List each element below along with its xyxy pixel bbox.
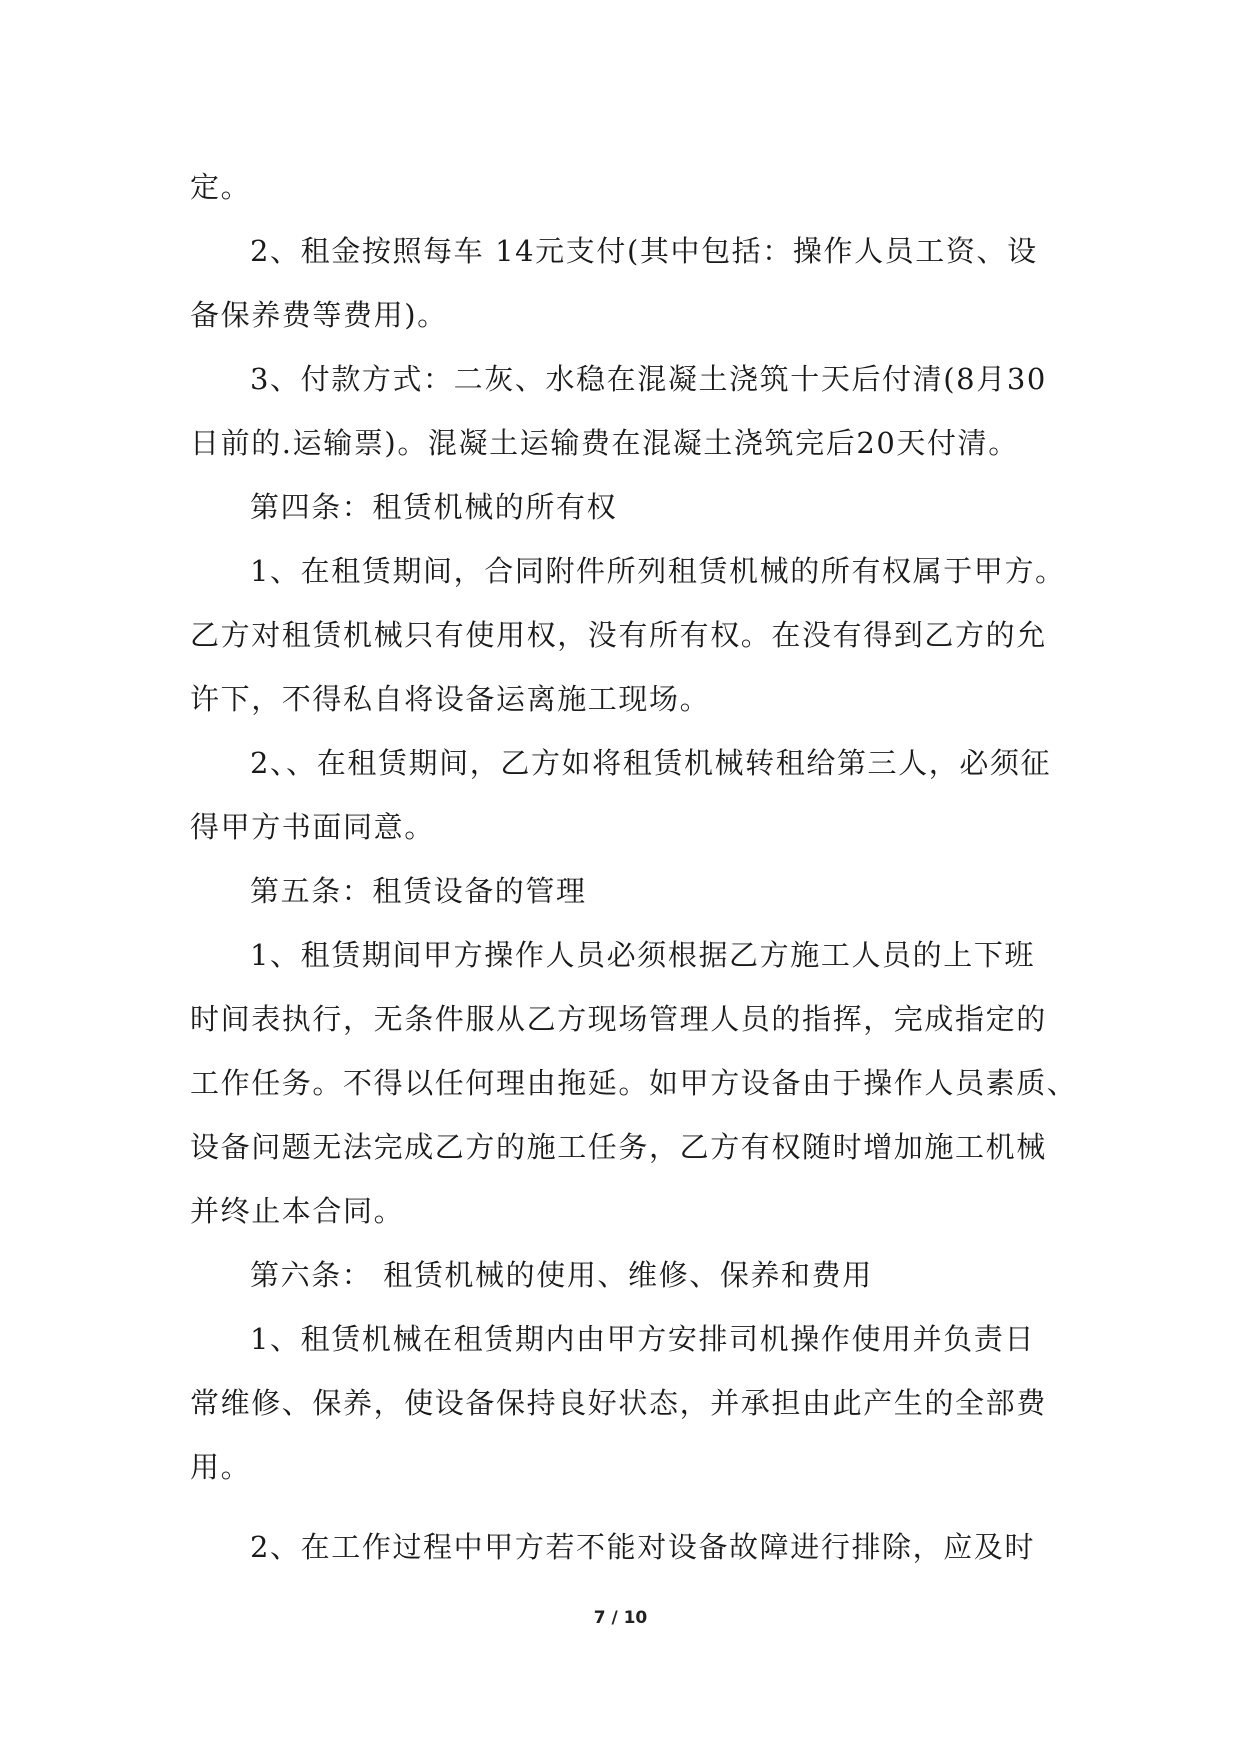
section-heading: 第五条：租赁设备的管理	[250, 874, 587, 908]
paragraph-line: 定。	[190, 170, 252, 204]
section-heading: 第六条： 租赁机械的使用、维修、保养和费用	[250, 1258, 873, 1292]
paragraph-line: 2、、在租赁期间，乙方如将租赁机械转租给第三人，必须征	[250, 746, 1052, 780]
paragraph-line: 许下，不得私自将设备运离施工现场。	[190, 682, 711, 716]
paragraph-line: 工作任务。不得以任何理由拖延。如甲方设备由于操作人员素质、	[190, 1066, 1078, 1100]
paragraph-line: 用。	[190, 1450, 252, 1484]
paragraph-line: 2、在工作过程中甲方若不能对设备故障进行排除，应及时	[250, 1530, 1036, 1564]
paragraph-line: 乙方对租赁机械只有使用权，没有所有权。在没有得到乙方的允	[190, 618, 1047, 652]
paragraph-line: 时间表执行，无条件服从乙方现场管理人员的指挥，完成指定的	[190, 1002, 1047, 1036]
paragraph-line: 得甲方书面同意。	[190, 810, 435, 844]
paragraph-line: 设备问题无法完成乙方的施工任务，乙方有权随时增加施工机械	[190, 1130, 1047, 1164]
paragraph-line: 1、在租赁期间，合同附件所列租赁机械的所有权属于甲方。	[250, 554, 1066, 588]
page-number: 7 / 10	[593, 1608, 648, 1628]
paragraph-line: 2、租金按照每车 14元支付(其中包括：操作人员工资、设	[250, 234, 1038, 268]
paragraph-line: 日前的.运输票)。混凝土运输费在混凝土浇筑完后20天付清。	[190, 426, 1019, 460]
section-heading: 第四条：租赁机械的所有权	[250, 490, 618, 524]
paragraph-line: 常维修、保养，使设备保持良好状态，并承担由此产生的全部费	[190, 1386, 1047, 1420]
paragraph-line: 1、租赁机械在租赁期内由甲方安排司机操作使用并负责日	[250, 1322, 1036, 1356]
paragraph-line: 1、租赁期间甲方操作人员必须根据乙方施工人员的上下班	[250, 938, 1036, 972]
paragraph-line: 3、付款方式：二灰、水稳在混凝土浇筑十天后付清(8月30	[250, 362, 1047, 396]
document-body	[190, 155, 1078, 1579]
paragraph-gap	[190, 1499, 1060, 1515]
paragraph-line: 备保养费等费用)。	[190, 298, 448, 332]
paragraph-line: 并终止本合同。	[190, 1194, 405, 1228]
